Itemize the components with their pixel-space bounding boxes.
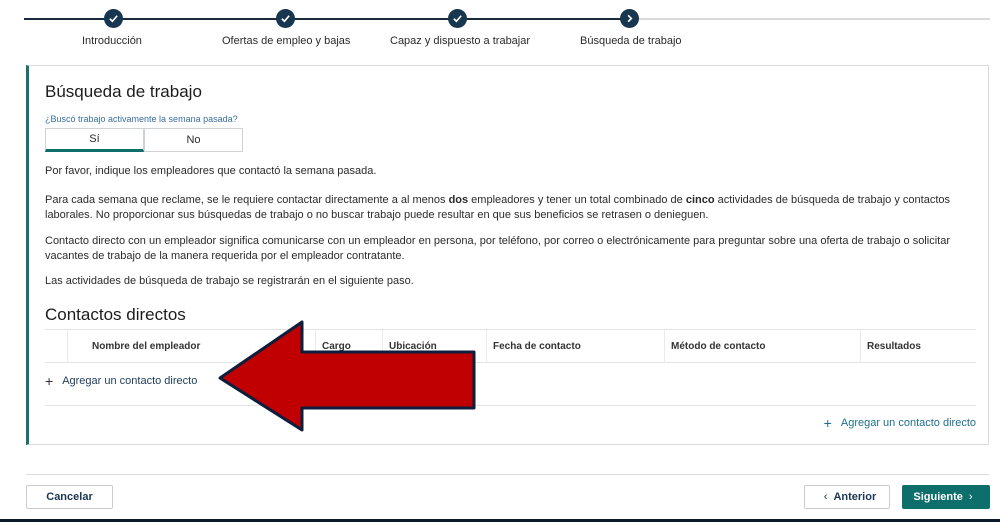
next-button[interactable] [902,485,990,509]
next-label: Siguiente [913,491,963,503]
table-divider [45,405,976,406]
requirement-bold-dos: dos [448,194,469,206]
column-contact-method: Método de contacto [664,330,860,363]
add-direct-contact-link[interactable] [45,373,197,389]
section-title: Búsqueda de trabajo [45,82,202,101]
job-search-question: ¿Buscó trabajo activamente la semana pasada? [45,114,238,124]
chevron-right-icon: › [968,491,973,503]
column-location: Ubicación [382,330,486,363]
cancel-label: Cancelar [46,491,93,503]
plus-icon: + [45,373,54,389]
step-complete-icon [276,9,295,28]
column-employer-name: Nombre del empleador [67,330,315,363]
chevron-left-icon: ‹ [823,491,828,503]
column-position: Cargo [315,330,382,363]
job-search-card [26,65,989,445]
step-complete-icon [104,9,123,28]
previous-button[interactable] [804,485,890,509]
contacts-table-header [45,329,976,363]
column-spacer [45,330,67,363]
yes-no-toggle [45,128,243,152]
plus-icon: + [823,415,832,431]
requirement-text-part: empleadores y tener un total combinado de [468,194,686,206]
step-label-introduccion: Introducción [82,35,142,47]
column-contact-date: Fecha de contacto [486,330,664,363]
stepper-track-remaining [630,18,990,20]
add-direct-contact-label: Agregar un contacto directo [62,375,198,387]
progress-stepper [0,0,1000,60]
step-label-busqueda: Búsqueda de trabajo [580,35,682,47]
requirement-bold-cinco: cinco [685,194,715,206]
previous-label: Anterior [833,491,877,503]
instruction-text: Por favor, indique los empleadores que contactó la semana pasada. [45,165,377,177]
step-complete-icon [448,9,467,28]
column-results: Resultados [860,330,976,363]
annotation-arrow-icon [218,320,478,432]
option-yes-button[interactable]: Sí [45,128,144,152]
step-current-chevron-icon [620,9,639,28]
add-direct-contact-link-secondary[interactable] [824,415,976,431]
step-label-ofertas: Ofertas de empleo y bajas [222,35,351,47]
option-no-button[interactable]: No [144,128,243,152]
cancel-button[interactable] [26,485,113,509]
requirement-text [45,193,965,223]
requirement-text-part: Para cada semana que reclame, se le requiere contactar directamente a al menos [45,194,449,206]
direct-contact-definition: Contacto directo con un empleador significa comunicarse con un empleador en persona, por teléfono, por correo o electrónicamente para preguntar sobre una oferta de trabajo o solicitar vacantes de trabajo de la manera requerida por el empleador contratante. [45,235,950,262]
direct-contacts-title: Contactos directos [45,305,186,324]
next-step-note: Las actividades de búsqueda de trabajo se registrarán en el siguiente paso. [45,275,414,287]
footer-divider [26,474,989,475]
add-direct-contact-label-secondary: Agregar un contacto directo [840,417,976,429]
requirement-text-part: actividades de búsqueda de trabajo y contactos laborales. No proporcionar sus búsquedas de trabajo o no buscar trabajo puede resultar en que sus beneficios se retrasen o denieguen. [45,194,950,221]
step-label-capaz: Capaz y dispuesto a trabajar [390,35,531,47]
